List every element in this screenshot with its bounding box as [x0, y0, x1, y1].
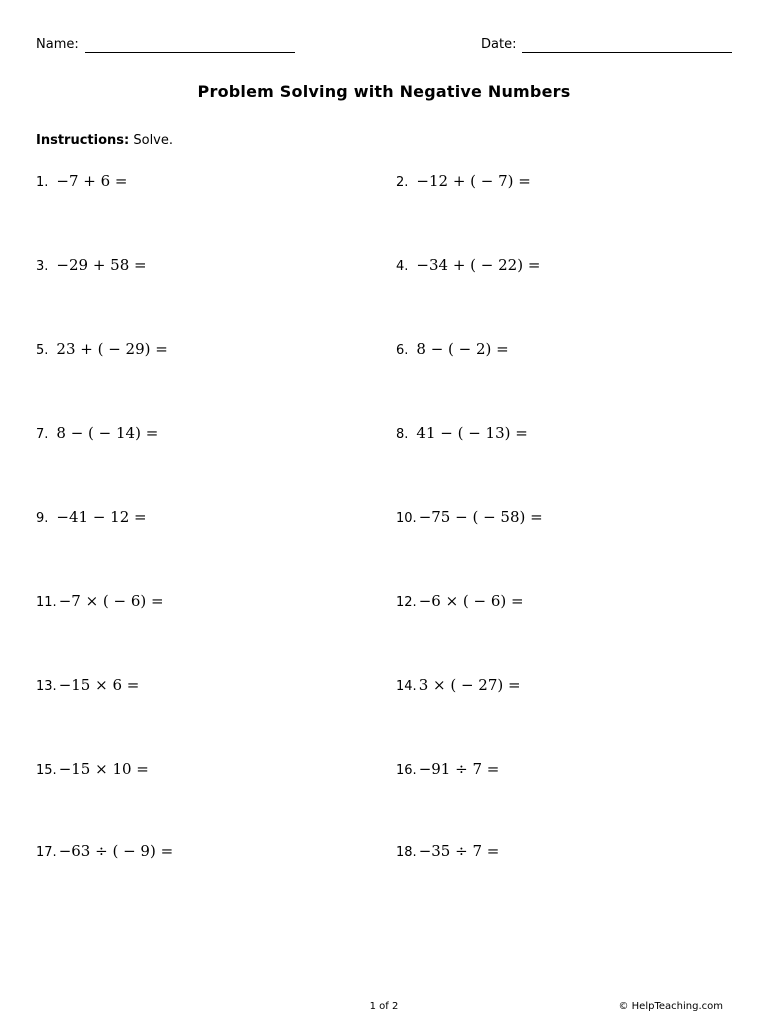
worksheet-title: Problem Solving with Negative Numbers	[197, 82, 571, 101]
date-field	[481, 37, 732, 53]
problem-expression: −6 × ( − 6) =	[418, 592, 524, 610]
problem-expression: −29 + 58 =	[56, 256, 147, 274]
problem-number: 4.	[396, 259, 409, 274]
problem-10	[396, 508, 543, 526]
problem-expression: −75 − ( − 58) =	[418, 508, 543, 526]
problem-number: 10.	[396, 511, 417, 526]
problem-expression: −91 ÷ 7 =	[418, 760, 500, 778]
instructions	[36, 133, 173, 148]
problem-2	[396, 172, 531, 190]
problem-number: 13.	[36, 679, 57, 694]
problem-number: 17.	[36, 845, 57, 860]
problem-expression: 23 + ( − 29) =	[56, 340, 168, 358]
problem-number: 14.	[396, 679, 417, 694]
problem-18	[396, 842, 499, 860]
problem-expression: −15 × 6 =	[58, 676, 140, 694]
problem-number: 16.	[396, 763, 417, 778]
problem-13	[36, 676, 139, 694]
problem-number: 2.	[396, 175, 409, 190]
name-blank-line	[85, 38, 295, 53]
problem-9	[36, 508, 147, 526]
problem-17	[36, 842, 173, 860]
date-blank-line	[522, 38, 732, 53]
page-number: 1 of 2	[369, 1001, 399, 1012]
problem-number: 5.	[36, 343, 49, 358]
problem-14	[396, 676, 521, 694]
date-label: Date:	[481, 37, 517, 52]
problem-number: 7.	[36, 427, 49, 442]
name-label: Name:	[36, 37, 79, 52]
problem-number: 1.	[36, 175, 49, 190]
problem-8	[396, 424, 528, 442]
problem-number: 12.	[396, 595, 417, 610]
problem-12	[396, 592, 524, 610]
problem-number: 9.	[36, 511, 49, 526]
problem-3	[36, 256, 147, 274]
problem-number: 15.	[36, 763, 57, 778]
problem-expression: 8 − ( − 2) =	[416, 340, 509, 358]
problem-6	[396, 340, 509, 358]
problem-15	[36, 760, 149, 778]
problem-expression: −7 + 6 =	[56, 172, 128, 190]
name-field	[36, 37, 295, 53]
problem-expression: 8 − ( − 14) =	[56, 424, 159, 442]
problem-expression: 3 × ( − 27) =	[418, 676, 521, 694]
problem-expression: −15 × 10 =	[58, 760, 149, 778]
problem-number: 18.	[396, 845, 417, 860]
problem-expression: −41 − 12 =	[56, 508, 147, 526]
problem-expression: 41 − ( − 13) =	[416, 424, 528, 442]
problem-7	[36, 424, 158, 442]
problem-number: 3.	[36, 259, 49, 274]
problem-number: 11.	[36, 595, 57, 610]
problem-1	[36, 172, 128, 190]
problem-expression: −12 + ( − 7) =	[416, 172, 531, 190]
problem-number: 8.	[396, 427, 409, 442]
instructions-text: Solve.	[133, 133, 174, 148]
problem-16	[396, 760, 499, 778]
instructions-label: Instructions:	[36, 133, 130, 148]
problem-expression: −34 + ( − 22) =	[416, 256, 541, 274]
problem-expression: −63 ÷ ( − 9) =	[58, 842, 174, 860]
problem-5	[36, 340, 168, 358]
problem-number: 6.	[396, 343, 409, 358]
problem-expression: −7 × ( − 6) =	[58, 592, 164, 610]
problem-expression: −35 ÷ 7 =	[418, 842, 500, 860]
problem-11	[36, 592, 164, 610]
copyright-credit: © HelpTeaching.com	[618, 1001, 723, 1012]
problem-4	[396, 256, 540, 274]
